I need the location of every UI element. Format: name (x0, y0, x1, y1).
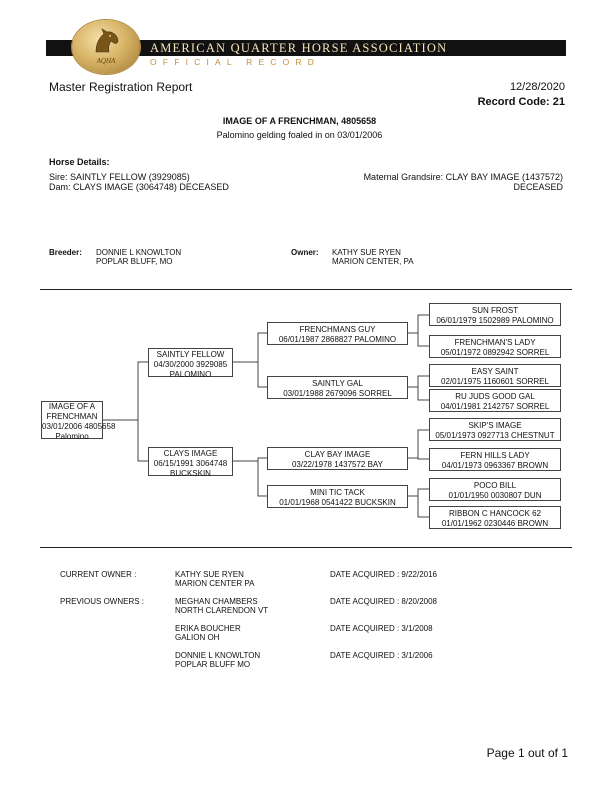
horse-details-heading: Horse Details: (49, 157, 110, 167)
maternal-grandsire: Maternal Grandsire: CLAY BAY IMAGE (1437572) (363, 172, 563, 182)
owner-city: MARION CENTER, PA (332, 257, 414, 266)
pedigree-dam-dam: MINI TIC TACK 01/01/1968 0541422 BUCKSKIN (267, 485, 408, 508)
pedigree-sire-dam: SAINTLY GAL 03/01/1988 2679096 SORREL (267, 376, 408, 399)
current-owner-name: KATHY SUE RYEN (175, 570, 244, 579)
breeder-city: POPLAR BLUFF, MO (96, 257, 173, 266)
pedigree-sire: SAINTLY FELLOW 04/30/2000 3929085 PALOMINO (148, 348, 233, 377)
pedigree-great-grandparent-8: RIBBON C HANCOCK 62 01/01/1962 0230446 BROWN (429, 506, 561, 529)
logo-text: AQHA (96, 57, 116, 65)
report-date: 12/28/2020 (509, 81, 565, 93)
previous-owner-name: ERIKA BOUCHER (175, 624, 241, 633)
pedigree-great-grandparent-3: EASY SAINT 02/01/1975 1160601 SORREL (429, 364, 561, 387)
pedigree-subject: IMAGE OF A FRENCHMAN 03/01/2006 4805658 Palomino (42, 402, 116, 441)
current-owner-city: MARION CENTER PA (175, 579, 255, 588)
official-record-subtitle: OFFICIAL RECORD (150, 57, 321, 67)
breeder-name: DONNIE L KNOWLTON (96, 248, 182, 257)
record-code: Record Code: 21 (477, 96, 565, 108)
previous-owner-date: DATE ACQUIRED : 8/20/2008 (330, 597, 438, 606)
pedigree-great-grandparent-6: FERN HILLS LADY 04/01/1973 0963367 BROWN (429, 448, 561, 471)
pedigree-great-grandparent-1: SUN FROST 06/01/1979 1502989 PALOMINO (429, 303, 561, 326)
previous-owner-city: POPLAR BLUFF MO (175, 660, 251, 669)
owner-name: KATHY SUE RYEN (332, 248, 401, 257)
pedigree-great-grandparent-5: SKIP'S IMAGE 05/01/1973 0927713 CHESTNUT (429, 418, 561, 441)
current-owner-date: DATE ACQUIRED : 9/22/2016 (330, 570, 438, 579)
owner-label: Owner: (291, 248, 319, 257)
pedigree-dam: CLAYS IMAGE 06/15/1991 3064748 BUCKSKIN (148, 447, 233, 476)
horse-name: IMAGE OF A FRENCHMAN, 4805658 (222, 116, 377, 126)
pedigree-great-grandparent-4: RU JUDS GOOD GAL 04/01/1981 2142757 SORREL (429, 389, 561, 412)
breeder-label: Breeder: (49, 248, 82, 257)
current-owner-label: CURRENT OWNER : (60, 570, 137, 579)
previous-owner-name: DONNIE L KNOWLTON (175, 651, 261, 660)
previous-owner-city: NORTH CLARENDON VT (175, 606, 269, 615)
report-title: Master Registration Report (49, 80, 193, 94)
sire-line: Sire: SAINTLY FELLOW (3929085) (49, 172, 190, 182)
maternal-grandsire-status: DECEASED (513, 182, 563, 192)
pedigree-great-grandparent-7: POCO BILL 01/01/1950 0030807 DUN (429, 478, 561, 501)
org-name: AMERICAN QUARTER HORSE ASSOCIATION (150, 41, 448, 55)
page-number: Page 1 out of 1 (486, 746, 568, 760)
previous-owner-date: DATE ACQUIRED : 3/1/2006 (330, 651, 433, 660)
horse-description: Palomino gelding foaled in on 03/01/2006 (216, 130, 383, 140)
divider-bottom (40, 547, 572, 548)
previous-owner-city: GALION OH (175, 633, 220, 642)
previous-owners-label: PREVIOUS OWNERS : (60, 597, 145, 606)
pedigree-great-grandparent-2: FRENCHMAN'S LADY 05/01/1972 0892942 SORREL (429, 335, 561, 358)
previous-owner-name: MEGHAN CHAMBERS (175, 597, 258, 606)
pedigree-sire-sire: FRENCHMANS GUY 06/01/1987 2868827 PALOMINO (267, 322, 408, 345)
pedigree-dam-sire: CLAY BAY IMAGE 03/22/1978 1437572 BAY (267, 447, 408, 470)
dam-line: Dam: CLAYS IMAGE (3064748) DECEASED (49, 182, 229, 192)
previous-owner-date: DATE ACQUIRED : 3/1/2008 (330, 624, 433, 633)
